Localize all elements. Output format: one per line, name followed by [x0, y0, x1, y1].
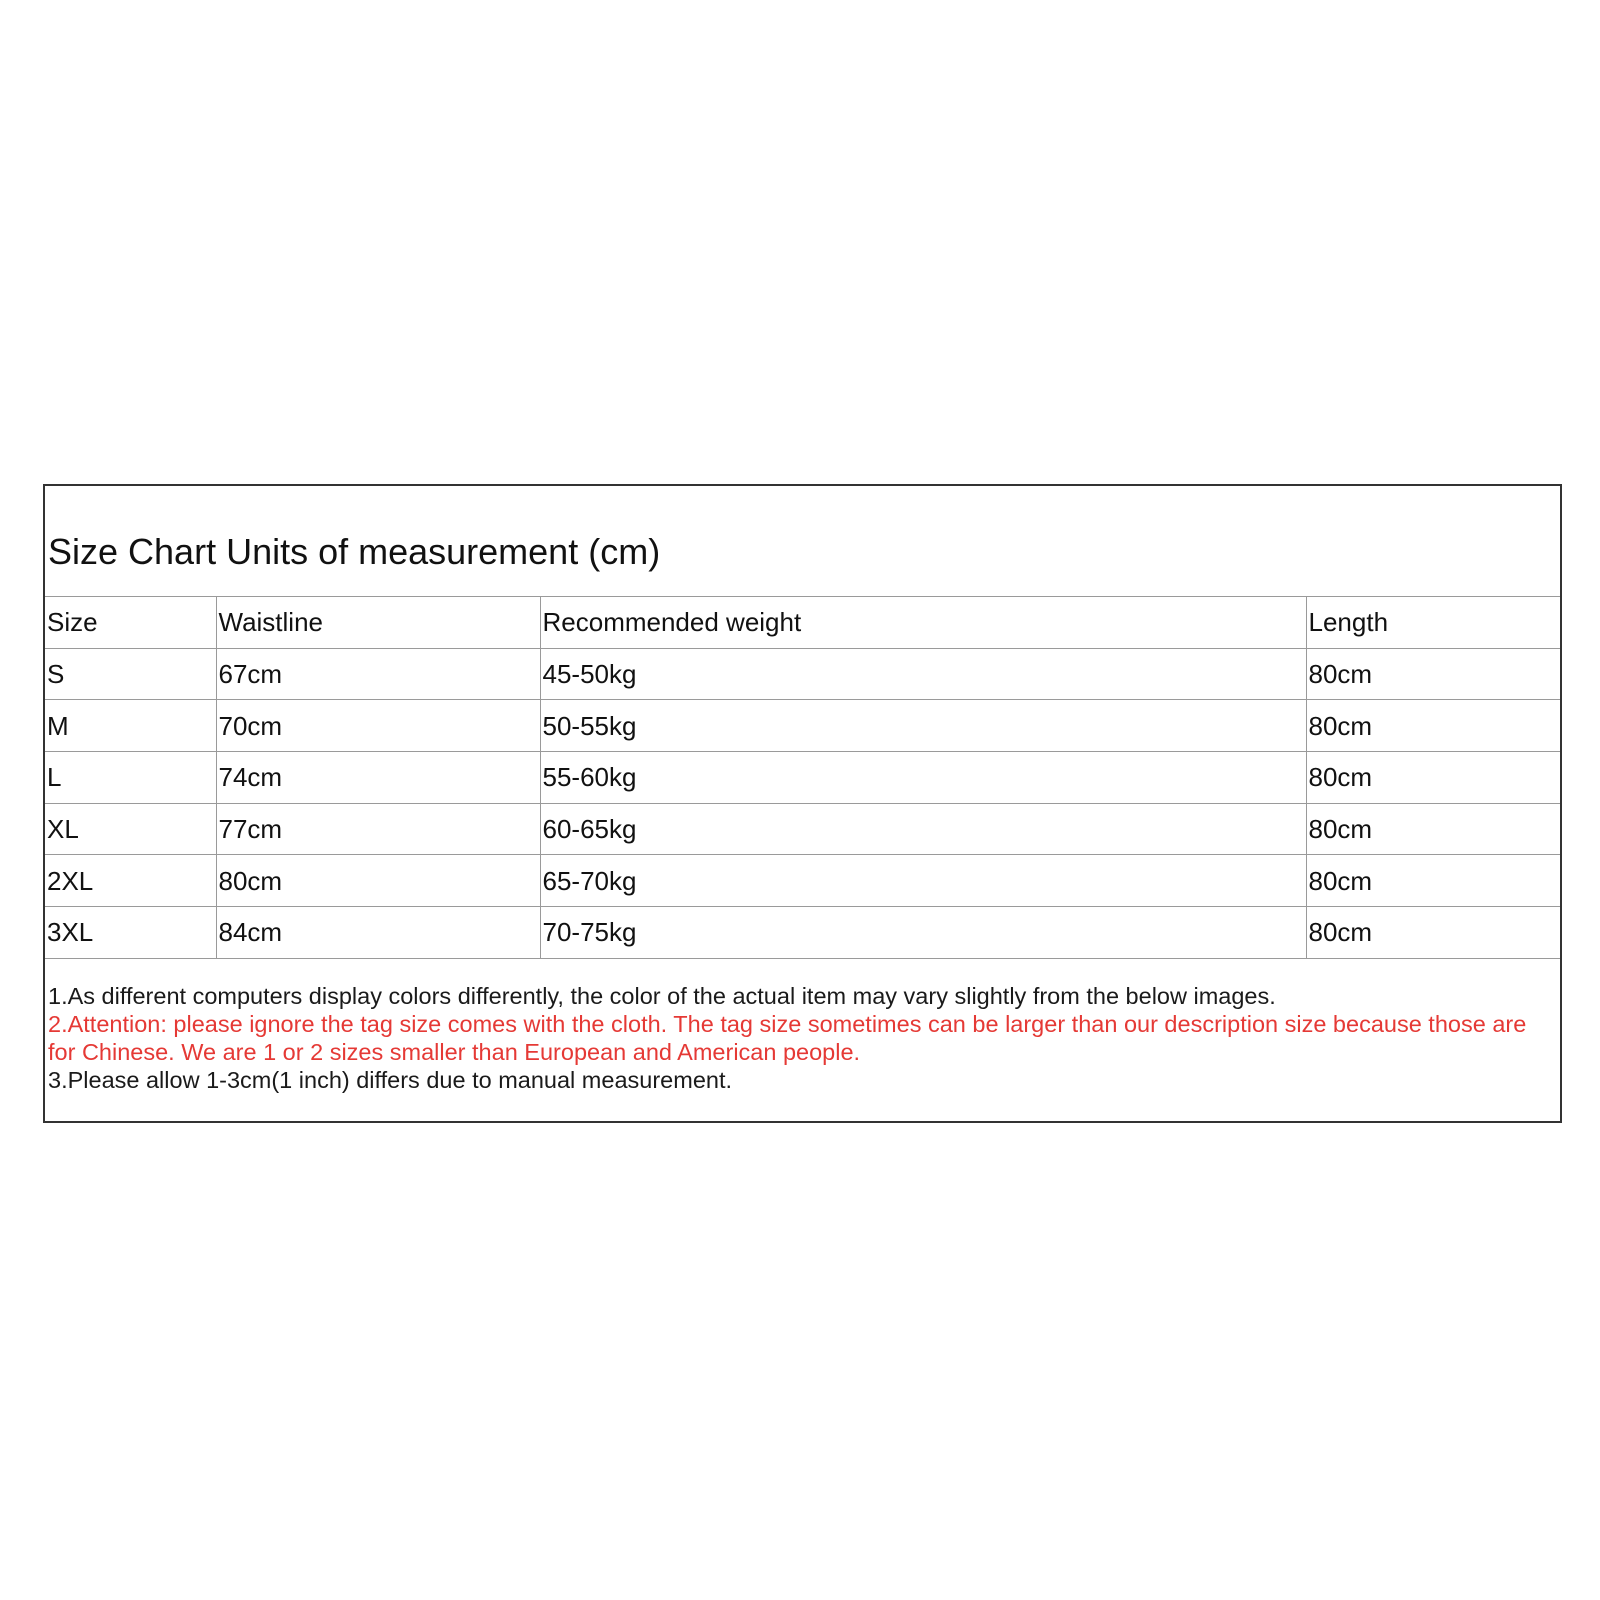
header-recommended-weight: Recommended weight [540, 597, 1306, 649]
table-row [45, 648, 1560, 700]
length-cell: 80cm [1306, 752, 1560, 804]
recommended-weight-cell: 70-75kg [540, 907, 1306, 959]
size-cell: XL [45, 803, 216, 855]
size-cell: S [45, 648, 216, 700]
table-row [45, 855, 1560, 907]
length-cell: 80cm [1306, 907, 1560, 959]
note-tag-size-attention: 2.Attention: please ignore the tag size comes with the cloth. The tag size sometimes can be larger than our description size because those are for Chinese. We are 1 or 2 sizes smaller than European and American people. [48, 1011, 1527, 1065]
size-table [45, 596, 1560, 959]
size-cell: 3XL [45, 907, 216, 959]
size-cell: L [45, 752, 216, 804]
recommended-weight-cell: 60-65kg [540, 803, 1306, 855]
table-row [45, 752, 1560, 804]
note-measurement-tolerance: 3.Please allow 1-3cm(1 inch) differs due to manual measurement. [48, 1067, 733, 1093]
header-length: Length [1306, 597, 1560, 649]
waistline-cell: 80cm [216, 855, 540, 907]
table-row [45, 803, 1560, 855]
waistline-cell: 70cm [216, 700, 540, 752]
size-cell: M [45, 700, 216, 752]
size-chart [43, 484, 1562, 1123]
waistline-cell: 77cm [216, 803, 540, 855]
recommended-weight-cell: 45-50kg [540, 648, 1306, 700]
chart-title: Size Chart Units of measurement (cm) [48, 531, 661, 572]
header-waistline: Waistline [216, 597, 540, 649]
recommended-weight-cell: 55-60kg [540, 752, 1306, 804]
recommended-weight-cell: 50-55kg [540, 700, 1306, 752]
header-size: Size [45, 597, 216, 649]
waistline-cell: 74cm [216, 752, 540, 804]
length-cell: 80cm [1306, 855, 1560, 907]
length-cell: 80cm [1306, 700, 1560, 752]
length-cell: 80cm [1306, 803, 1560, 855]
notes-section [48, 982, 1558, 1094]
table-row [45, 700, 1560, 752]
recommended-weight-cell: 65-70kg [540, 855, 1306, 907]
waistline-cell: 67cm [216, 648, 540, 700]
waistline-cell: 84cm [216, 907, 540, 959]
length-cell: 80cm [1306, 648, 1560, 700]
table-row [45, 907, 1560, 959]
table-header-row [45, 597, 1560, 649]
note-color-variation: 1.As different computers display colors differently, the color of the actual item may vary slightly from the below images. [48, 983, 1276, 1009]
size-cell: 2XL [45, 855, 216, 907]
